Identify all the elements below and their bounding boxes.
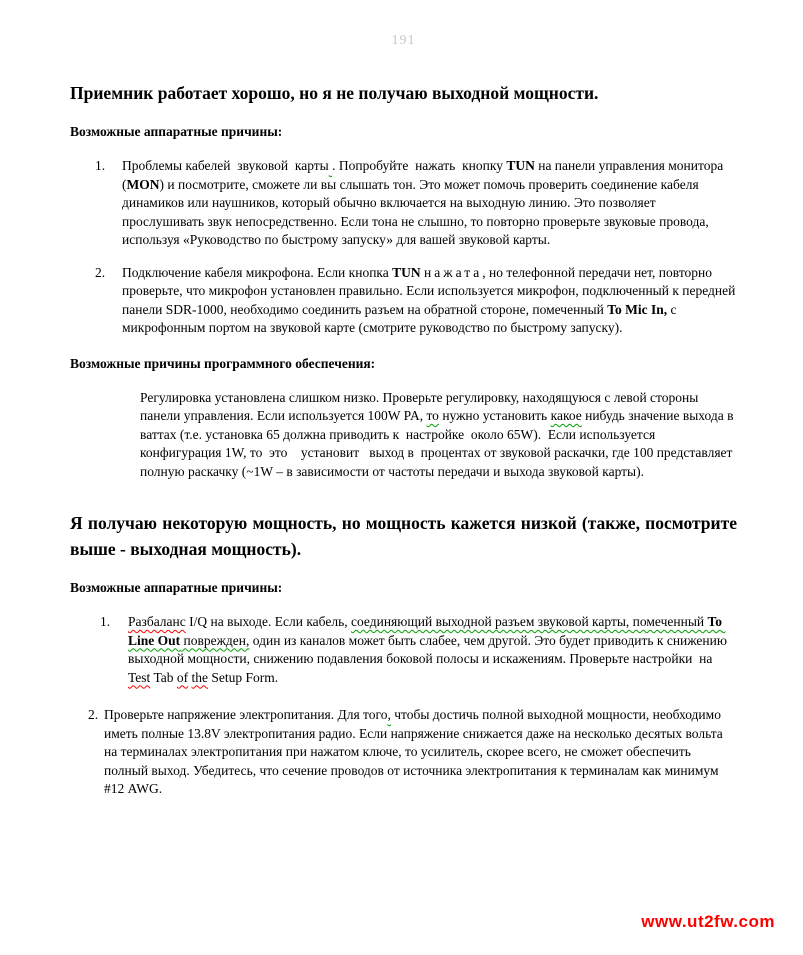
text-segment: To Line Out xyxy=(128,614,726,648)
list-item-text xyxy=(128,613,737,687)
list-item-text xyxy=(122,264,737,338)
text-segment: с микрофонным портом на звуковой карте (смотрите руководство по быстрому запуску). xyxy=(122,301,680,335)
text-segment: поврежден, xyxy=(180,632,250,648)
software-cause-paragraph xyxy=(140,389,737,482)
text-segment: Подключение кабеля микрофона. Если кнопка xyxy=(122,264,393,280)
list-item xyxy=(88,706,737,799)
text-segment: MON xyxy=(126,176,160,192)
section-low-power xyxy=(70,510,737,799)
text-segment: Проверьте напряжение электропитания. Для того xyxy=(104,707,388,722)
subheading-hardware-causes: Возможные аппаратные причины: xyxy=(70,124,283,139)
text-segment: ) и посмотрите, сможете ли вы слышать тон. Это может помочь проверить соединение кабеля динамиков или наушников, который обычно включается на выходную линию. Это позволяет прослушивать звук непосредственно. Если тона не слышно, то повторно проверьте звуковые провода, используя «Руководство по быстрому запуску» для вашей звуковой карты. xyxy=(122,176,713,247)
list-item-number: 1. xyxy=(95,158,106,173)
text-segment: of xyxy=(176,669,189,685)
text-segment: на панели управления монитора ( xyxy=(122,158,727,192)
list-item-text xyxy=(122,157,737,250)
section-heading: Приемник работает хорошо, но я не получаю выходной мощности. xyxy=(70,83,599,103)
section-heading: Я получаю некоторую мощность, но мощность кажется низкой (также, посмотрите выше - выходная мощность). xyxy=(70,513,737,559)
page-number: 191 xyxy=(391,33,416,48)
section-no-output-power xyxy=(70,80,737,481)
hardware-causes-list xyxy=(70,613,737,799)
text-segment: TUN xyxy=(506,158,535,173)
text-segment: нужно установить xyxy=(438,408,551,423)
text-segment: нажата xyxy=(424,264,483,280)
list-item-number: 1. xyxy=(100,614,111,629)
text-segment: какое xyxy=(550,408,582,423)
list-item-number: 2. xyxy=(95,264,106,280)
text-segment: Регулировка установлена слишком низко. Проверьте регулировку, находящуюся с левой стороны панели управления. Если используется 100W PA, xyxy=(140,389,702,423)
text-segment: Test xyxy=(128,669,151,685)
list-item xyxy=(100,613,737,687)
text-segment: нибудь значение выхода в ваттах (т.е. установка 65 должна приводить к настройке около 65W). Если используется конфигурация 1W, то это установит выход в процентах от звуковой раскачки, где 100 представляет полную раскачку (~1W – в зависимости от частоты передачи и выхода звуковой карты). xyxy=(140,408,737,479)
text-segment: то xyxy=(426,408,439,423)
text-segment: один из каналов может быть слабее, чем другой. Это будет приводить к снижению выходной мощности, снижению подавления боковой полосы и искажениям. Проверьте настройки на xyxy=(128,632,731,666)
list-item xyxy=(95,157,737,250)
list-item-number: 2. xyxy=(88,707,99,722)
list-item-text xyxy=(104,706,737,799)
text-segment: I/Q на выходе. Если кабель, xyxy=(185,614,352,629)
watermark-url: www.ut2fw.com xyxy=(641,912,775,931)
text-segment: , но телефонной передачи нет, повторно проверьте, что микрофон установлен правильно. Если используется микрофон, подключенный к передней панели SDR-1000, необходимо соединить разъем на обратной стороне, помеченный xyxy=(122,264,739,317)
text-segment: , xyxy=(387,707,391,722)
text-segment: To Mic In, xyxy=(607,301,668,317)
text-segment: чтобы достичь полной выходной мощности, необходимо иметь полные 13.8V электропитания радио. Если напряжение снижается даже на несколько десятых вольта на терминалах электропитания при нажатом ключе, то усилитель, скорее всего, не сможет обеспечить полный выход. Убедитесь, что сечение проводов от источника электропитания к терминалам как минимум #12 AWG. xyxy=(104,707,727,796)
text-segment: Разбаланс xyxy=(128,614,186,629)
subheading-hardware-causes: Возможные аппаратные причины: xyxy=(70,580,283,595)
text-segment: Проблемы кабелей звуковой карты xyxy=(122,158,329,173)
text-segment: TUN xyxy=(392,264,421,280)
subheading-software-causes: Возможные причины программного обеспечения: xyxy=(70,355,376,371)
text-segment: соединяющий выходной разъем звуковой карты, помеченный xyxy=(351,614,708,629)
text-segment: Setup Form. xyxy=(208,669,279,685)
text-segment: the xyxy=(191,669,208,685)
text-segment: Tab xyxy=(150,669,177,685)
text-segment: . Попробуйте нажать кнопку xyxy=(332,158,507,173)
hardware-causes-list xyxy=(95,157,737,338)
list-item xyxy=(95,264,737,338)
